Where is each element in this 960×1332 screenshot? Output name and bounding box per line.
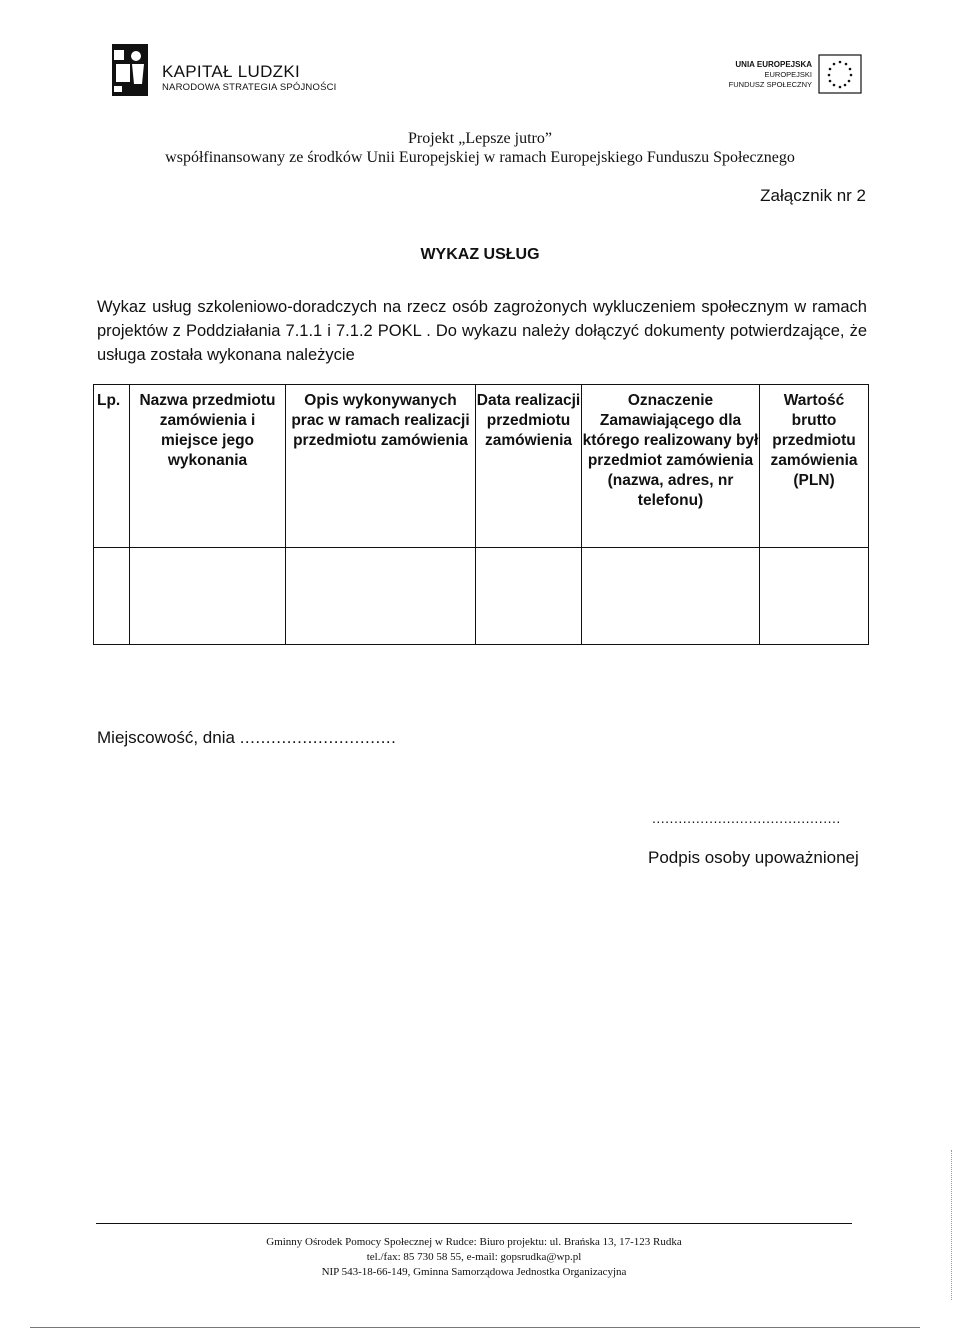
header-name: Nazwa przedmiotu zamówienia i miejsce jego wykonania (130, 385, 286, 548)
document-title: WYKAZ USŁUG (420, 246, 540, 263)
signature-field[interactable]: ........................................... (652, 810, 841, 826)
logo-right-line-2: EUROPEJSKI (764, 70, 812, 79)
table-cell[interactable] (94, 548, 130, 645)
bottom-edge-line (30, 1327, 920, 1328)
table-cell[interactable] (286, 548, 476, 645)
kapital-ludzki-logo-icon (108, 40, 152, 100)
services-table (93, 384, 869, 645)
right-edge-mark (951, 1150, 952, 1300)
logo-right-line-3: FUNDUSZ SPOŁECZNY (728, 80, 812, 89)
table-cell[interactable] (582, 548, 760, 645)
table-row (94, 548, 869, 645)
logo-left-title: KAPITAŁ LUDZKI (162, 62, 301, 81)
project-funding-note: współfinansowany ze środków Unii Europejskiej w ramach Europejskiego Funduszu Społecznego (165, 149, 795, 166)
table-cell[interactable] (130, 548, 286, 645)
table-header-row (94, 385, 869, 548)
header-date: Data realizacji przedmiotu zamówienia (476, 385, 582, 548)
project-name: Projekt „Lepsze jutro” (408, 130, 552, 147)
header-description: Opis wykonywanych prac w ramach realizacji przedmiotu zamówienia (286, 385, 476, 548)
table-cell[interactable] (760, 548, 869, 645)
logo-right-text (729, 60, 812, 90)
intro-paragraph: Wykaz usług szkoleniowo-doradczych na rzecz osób zagrożonych wykluczeniem społecznym w ramach projektów z Poddziałania 7.1.1 i 7.1.2 POKL . Do wykazu należy dołączyć dokumenty potwierdzające, że usługa została wykonana należycie (97, 298, 867, 364)
footer-address: Gminny Ośrodek Pomocy Społecznej w Rudce: Biuro projektu: ul. Brańska 13, 17-123 Rudka (266, 1236, 682, 1248)
table-cell[interactable] (476, 548, 582, 645)
header-client: Oznaczenie Zamawiającego dla którego realizowany był przedmiot zamówienia (nazwa, adres, nr telefonu) (582, 385, 760, 548)
eu-flag-icon (818, 54, 862, 94)
signature-label: Podpis osoby upoważnionej (648, 848, 859, 867)
place-date-line (97, 728, 396, 748)
footer-contact: tel./fax: 85 730 58 55, e-mail: gopsrudka@wp.pl (366, 1251, 582, 1263)
annex-number: Załącznik nr 2 (760, 186, 866, 205)
footer-divider (96, 1223, 852, 1224)
logo-left-subtitle: NARODOWA STRATEGIA SPÓJNOŚCI (162, 82, 337, 93)
footer (96, 1235, 852, 1280)
footer-registration: NIP 543-18-66-149, Gminna Samorządowa Jednostka Organizacyjna (321, 1266, 627, 1278)
header-lp: Lp. (94, 385, 130, 548)
header-value: Wartość brutto przedmiotu zamówienia (PLN) (760, 385, 869, 548)
place-date-field[interactable]: .............................. (239, 728, 397, 747)
place-date-label: Miejscowość, dnia (97, 728, 235, 747)
logo-right-line-1: UNIA EUROPEJSKA (735, 60, 812, 69)
